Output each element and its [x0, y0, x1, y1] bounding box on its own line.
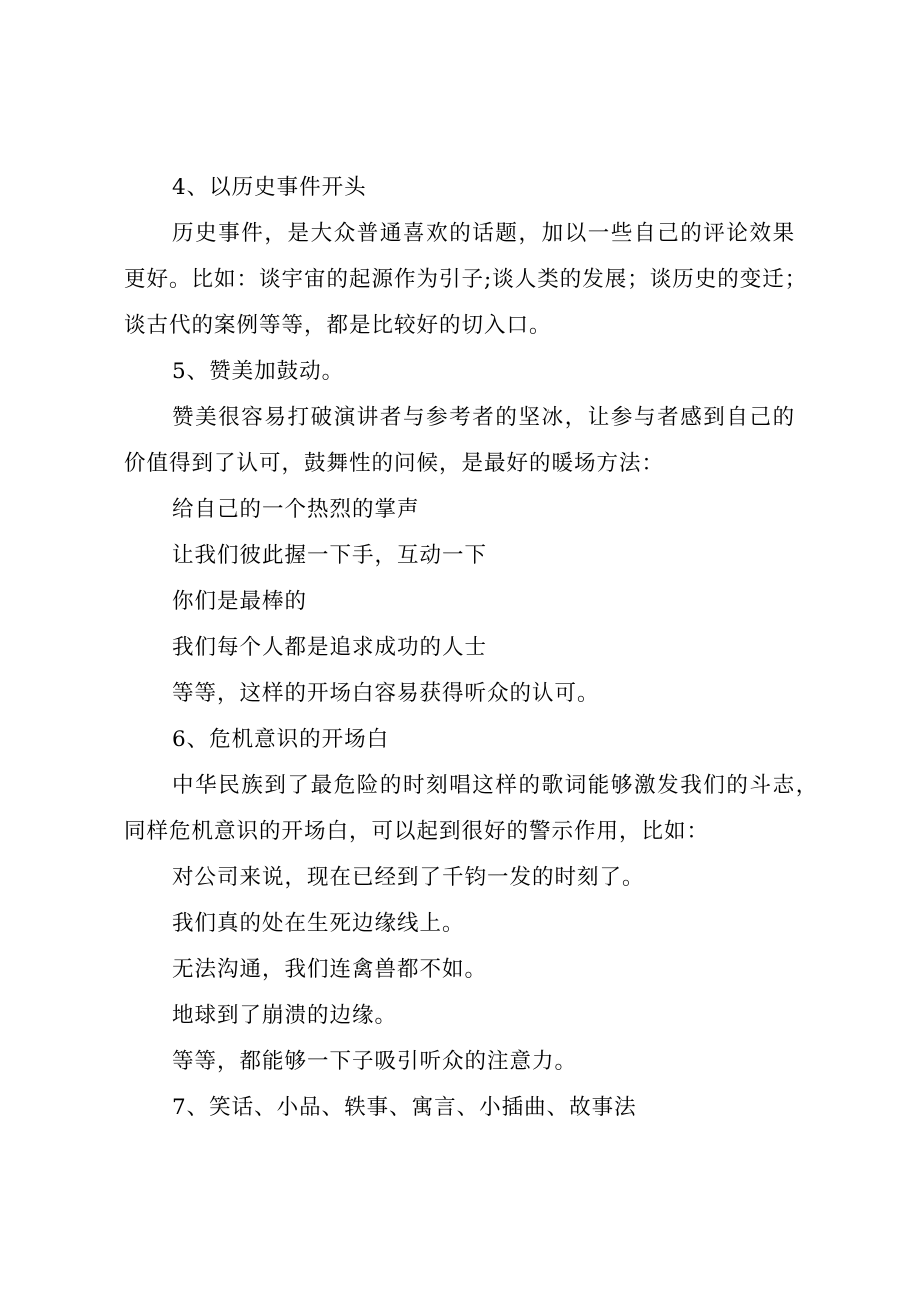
paragraph-line: 赞美很容易打破演讲者与参考者的坚冰，让参与者感到自己的 — [172, 405, 796, 430]
paragraph-line: 同样危机意识的开场白，可以起到很好的警示作用，比如： — [124, 819, 710, 844]
example-line: 我们每个人都是追求成功的人士 — [172, 635, 488, 660]
paragraph-line: 等等，都能够一下子吸引听众的注意力。 — [172, 1049, 578, 1074]
paragraph-line: 价值得到了认可，鼓舞性的问候，是最好的暖场方法： — [124, 451, 665, 476]
paragraph-line: 中华民族到了最危险的时刻唱这样的歌词能够激发我们的斗志， — [172, 773, 819, 798]
example-line: 我们真的处在生死边缘线上。 — [172, 911, 465, 936]
paragraph-line: 更好。比如：谈宇宙的起源作为引子;谈人类的发展；谈历史的变迁； — [124, 267, 808, 292]
paragraph-line: 历史事件，是大众普通喜欢的话题，加以一些自己的评论效果 — [172, 221, 796, 246]
example-line: 地球到了崩溃的边缘。 — [172, 1003, 398, 1028]
example-line: 无法沟通，我们连禽兽都不如。 — [172, 957, 488, 982]
example-line: 对公司来说，现在已经到了千钧一发的时刻了。 — [172, 865, 645, 890]
example-line: 你们是最棒的 — [172, 589, 308, 614]
heading-history-events: 4、以历史事件开头 — [172, 175, 367, 200]
example-line: 给自己的一个热烈的掌声 — [172, 497, 420, 522]
example-line: 让我们彼此握一下手，互动一下 — [172, 543, 488, 568]
heading-jokes-stories: 7、笑话、小品、轶事、寓言、小插曲、故事法 — [172, 1095, 637, 1120]
heading-crisis: 6、危机意识的开场白 — [172, 727, 390, 752]
paragraph-line: 等等，这样的开场白容易获得听众的认可。 — [172, 681, 600, 706]
paragraph-line: 谈古代的案例等等，都是比较好的切入口。 — [124, 313, 552, 338]
heading-praise: 5、赞美加鼓动。 — [172, 359, 345, 384]
